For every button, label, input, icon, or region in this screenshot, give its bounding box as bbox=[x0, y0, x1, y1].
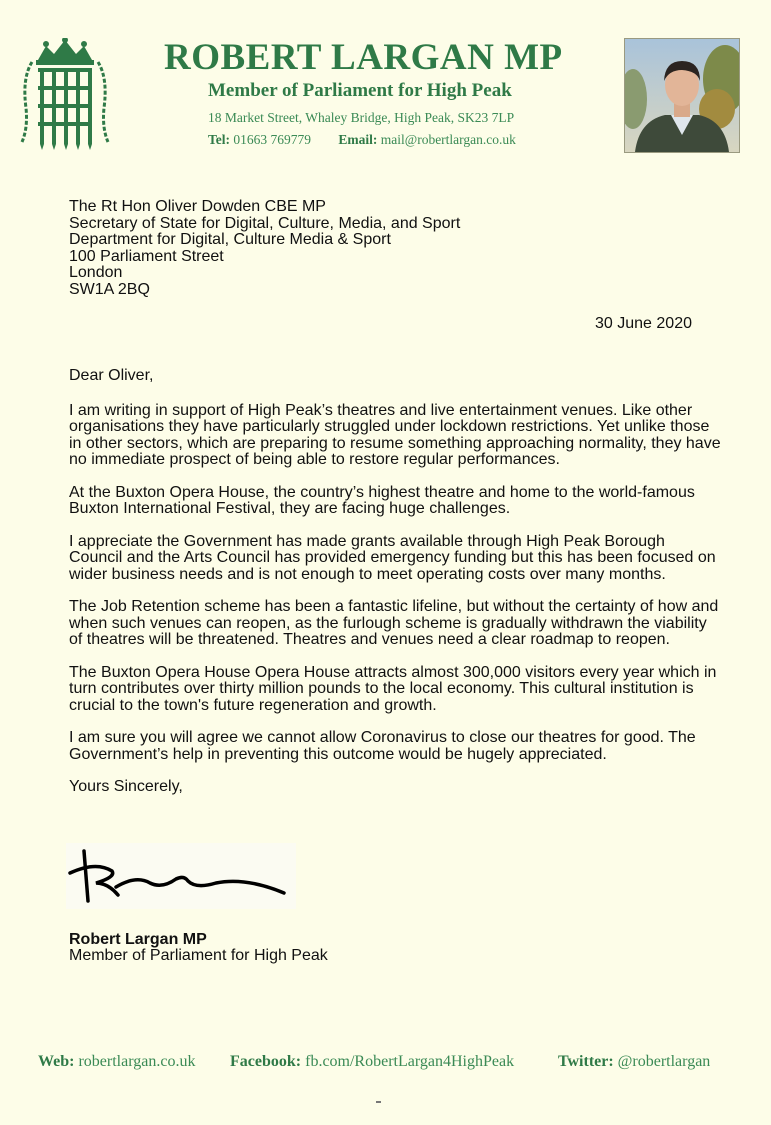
letterhead-role: Member of Parliament for High Peak bbox=[208, 80, 512, 101]
recipient-line: Secretary of State for Digital, Culture, Media, and Sport bbox=[69, 214, 461, 232]
portrait-photo bbox=[624, 38, 740, 153]
twitter-value: @robertlargan bbox=[617, 1053, 711, 1070]
letterhead-contact bbox=[208, 132, 516, 148]
signatory-name: Robert Largan MP bbox=[69, 931, 207, 948]
recipient-line: 100 Parliament Street bbox=[69, 247, 224, 265]
letter-date: 30 June 2020 bbox=[595, 315, 692, 332]
web-value: robertlargan.co.uk bbox=[78, 1053, 196, 1070]
footer-twitter bbox=[558, 1053, 710, 1071]
page-marker bbox=[376, 1101, 381, 1103]
recipient-line: Department for Digital, Culture Media & Sport bbox=[69, 231, 391, 248]
signature-image bbox=[66, 843, 296, 909]
portcullis-icon bbox=[18, 38, 112, 152]
recipient-line: The Rt Hon Oliver Dowden CBE MP bbox=[69, 198, 326, 215]
footer-web bbox=[38, 1053, 195, 1071]
letterhead-address: 18 Market Street, Whaley Bridge, High Peak, SK23 7LP bbox=[208, 110, 515, 125]
body-paragraph: At the Buxton Opera House, the country’s highest theatre and home to the world-famous Buxton International Festival, they are facing huge challenges. bbox=[69, 483, 695, 517]
tel-value: 01663 769779 bbox=[233, 132, 312, 147]
body-paragraph: The Job Retention scheme has been a fantastic lifeline, but without the certainty of how and when such venues can reopen, as the furlough scheme is gradually withdrawn the viability of theatres will be threatened. Theatres and venues need a clear roadmap to reopen. bbox=[69, 598, 719, 648]
recipient-line: SW1A 2BQ bbox=[69, 280, 150, 298]
facebook-value: fb.com/RobertLargan4HighPeak bbox=[305, 1053, 515, 1070]
recipient-line: London bbox=[69, 264, 123, 281]
letter-body bbox=[69, 368, 721, 812]
letterhead-name: ROBERT LARGAN MP bbox=[164, 37, 563, 78]
email-label: Email: bbox=[338, 132, 378, 147]
footer-facebook bbox=[230, 1053, 514, 1071]
body-paragraph: I am writing in support of High Peak’s theatres and live entertainment venues. Like other organisations they have particularly struggled under lockdown restrictions. Yet unlike those in other sectors, which are preparing to resume something approaching normality, they have no immediate prospect of being able to restore regular performances. bbox=[69, 401, 721, 468]
salutation: Dear Oliver, bbox=[69, 367, 154, 384]
body-paragraph: I appreciate the Government has made grants available through High Peak Borough Council and the Arts Council has provided emergency funding but this has been focused on wider business needs and is not enough to meet operating costs over many months. bbox=[69, 532, 716, 583]
body-paragraph: I am sure you will agree we cannot allow Coronavirus to close our theatres for good. The Government’s help in preventing this outcome would be hugely appreciated. bbox=[69, 729, 696, 763]
facebook-label: Facebook: bbox=[230, 1053, 302, 1070]
recipient-address bbox=[69, 199, 729, 298]
web-label: Web: bbox=[38, 1053, 75, 1070]
signatory-title: Member of Parliament for High Peak bbox=[69, 947, 328, 964]
tel-label: Tel: bbox=[208, 132, 231, 147]
closing: Yours Sincerely, bbox=[69, 778, 183, 795]
email-value: mail@robertlargan.co.uk bbox=[380, 132, 516, 147]
body-paragraph: The Buxton Opera House Opera House attracts almost 300,000 visitors every year which in turn contributes over thirty million pounds to the local economy. This cultural institution is crucial to the town's future regeneration and growth. bbox=[69, 663, 717, 714]
twitter-label: Twitter: bbox=[558, 1053, 614, 1070]
